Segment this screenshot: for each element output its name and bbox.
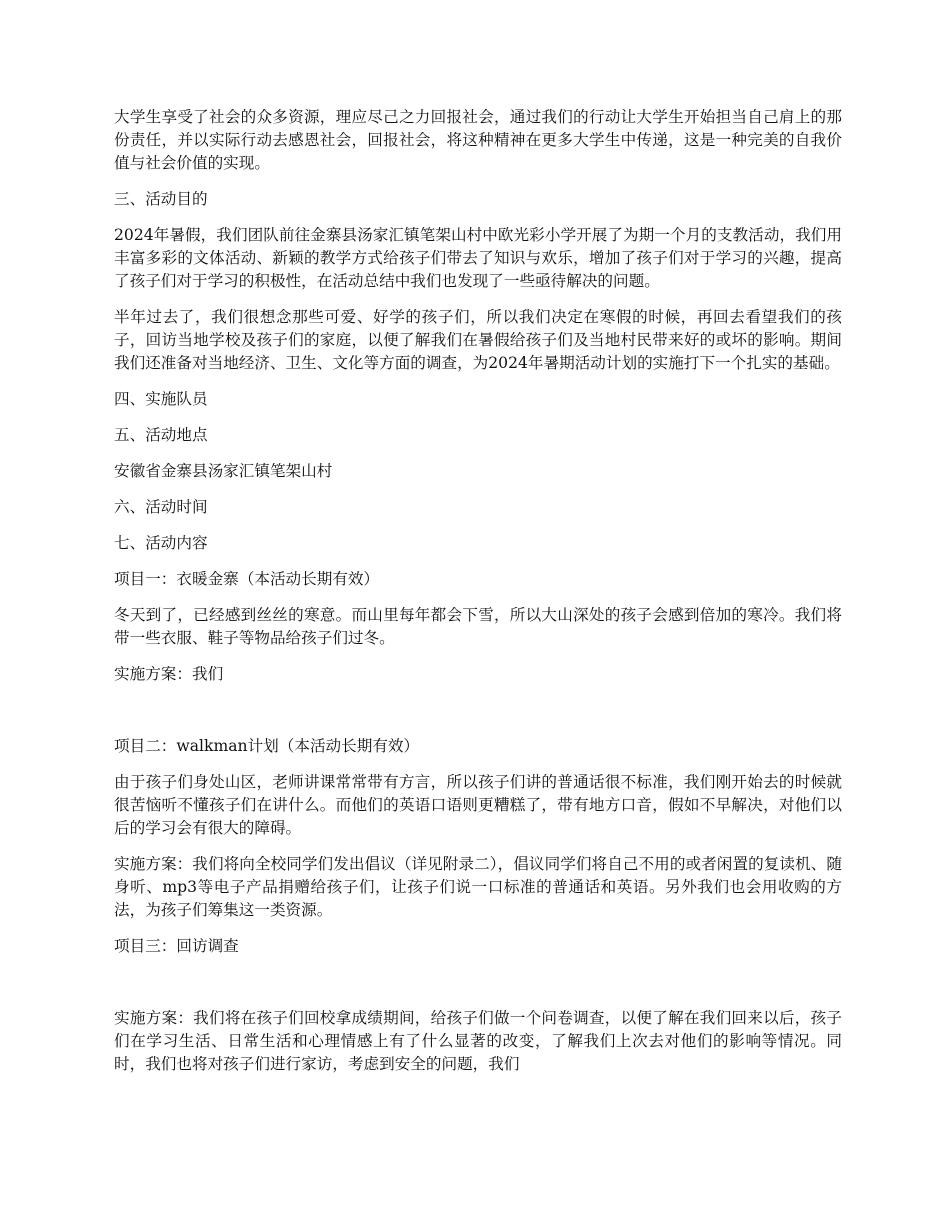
project-3-title: 项目三：回访调查 [114, 937, 239, 955]
intro-paragraph: 大学生享受了社会的众多资源，理应尽己之力回报社会，通过我们的行动让大学生开始担当自己肩上的那份责任，并以实际行动去感恩社会，回报社会，将这种精神在更多大学生中传递，这是一种完美的自我价值与社会价值的实现。 [114, 108, 842, 172]
document-page [114, 106, 842, 1089]
section-heading-location: 五、活动地点 [114, 426, 208, 444]
project-2-title: 项目二：walkman计划（本活动长期有效） [114, 737, 420, 755]
section-heading-content: 七、活动内容 [114, 534, 208, 552]
project-3-plan: 实施方案：我们将在孩子们回校拿成绩期间，给孩子们做一个问卷调查，以便了解在我们回来以后，孩子们在学习生活、日常生活和心理情感上有了什么显著的改变，了解我们上次去对他们的影响等情况。同时，我们也将对孩子们进行家访，考虑到安全的问题，我们 [114, 1009, 842, 1073]
purpose-paragraph-1: 2024年暑假，我们团队前往金寨县汤家汇镇笔架山村中欧光彩小学开展了为期一个月的支教活动，我们用丰富多彩的文体活动、新颖的教学方式给孩子们带去了知识与欢乐，增加了孩子们对于学习的兴趣，提高了孩子们对于学习的积极性，在活动总结中我们也发现了一些亟待解决的问题。 [114, 226, 842, 290]
project-1-plan: 实施方案：我们 [114, 665, 224, 683]
section-heading-purpose: 三、活动目的 [114, 190, 208, 208]
blank-space [114, 971, 842, 1007]
project-2-plan: 实施方案：我们将向全校同学们发出倡议（详见附录二），倡议同学们将自己不用的或者闲置的复读机、随身听、mp3等电子产品捐赠给孩子们，让孩子们说一口标准的普通话和英语。另外我们也会用收购的方法，为孩子们筹集这一类资源。 [114, 855, 842, 919]
project-1-description: 冬天到了，已经感到丝丝的寒意。而山里每年都会下雪，所以大山深处的孩子会感到倍加的寒冷。我们将带一些衣服、鞋子等物品给孩子们过冬。 [114, 606, 842, 647]
location-text: 安徽省金寨县汤家汇镇笔架山村 [114, 462, 333, 480]
section-heading-members: 四、实施队员 [114, 390, 208, 408]
blank-space [114, 699, 842, 735]
purpose-paragraph-2: 半年过去了，我们很想念那些可爱、好学的孩子们，所以我们决定在寒假的时候，再回去看望我们的孩子，回访当地学校及孩子们的家庭，以便了解我们在暑假给孩子们及当地村民带来好的或坏的影响。期间我们还准备对当地经济、卫生、文化等方面的调查，为2024年暑期活动计划的实施打下一个扎实的基础。 [114, 308, 842, 372]
project-2-description: 由于孩子们身处山区，老师讲课常常带有方言，所以孩子们讲的普通话很不标准，我们刚开始去的时候就很苦恼听不懂孩子们在讲什么。而他们的英语口语则更糟糕了，带有地方口音，假如不早解决，对他们以后的学习会有很大的障碍。 [114, 773, 842, 837]
project-1-title: 项目一：衣暖金寨（本活动长期有效） [114, 570, 380, 588]
section-heading-time: 六、活动时间 [114, 498, 208, 516]
